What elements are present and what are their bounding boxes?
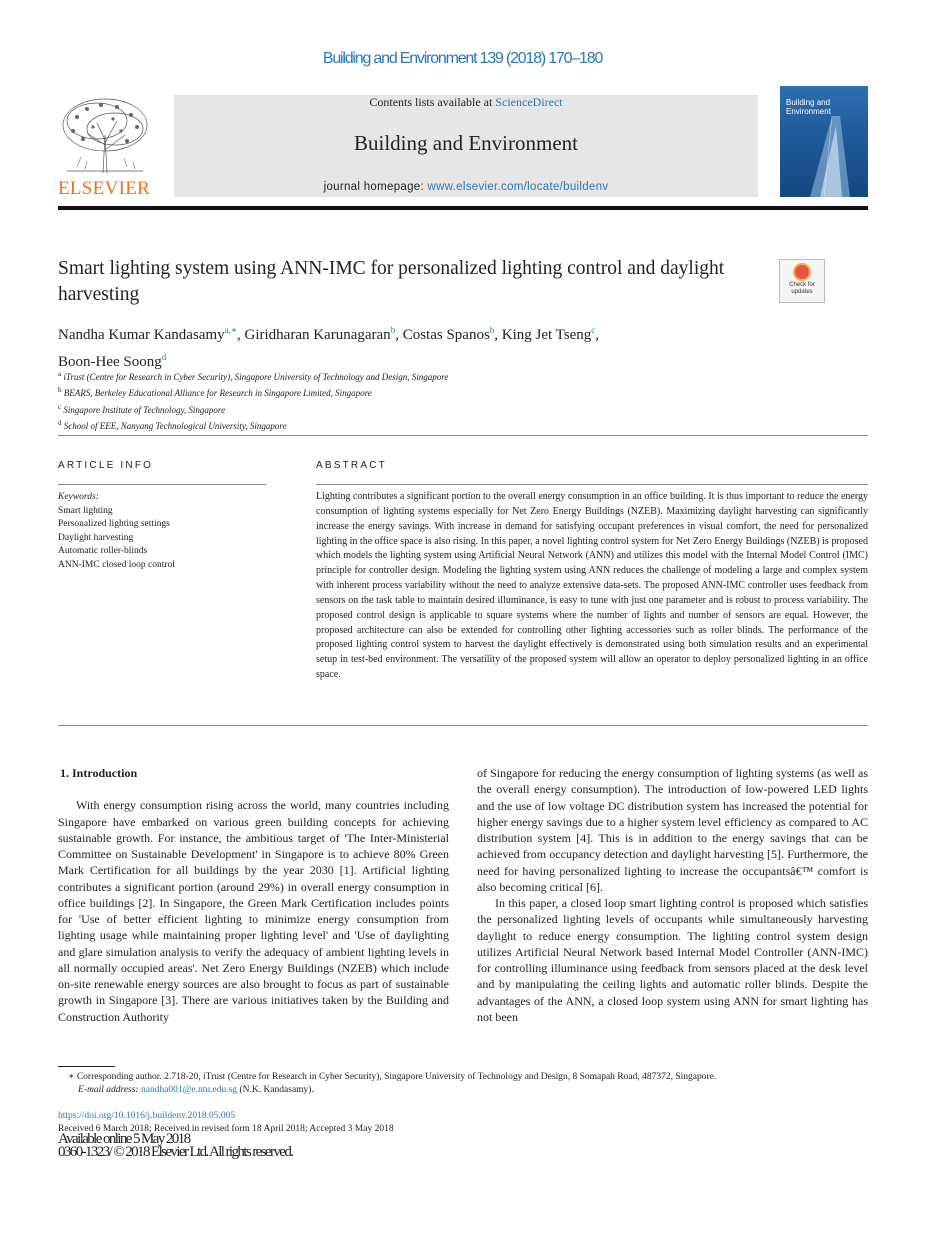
body-paragraph: In this paper, a closed loop smart lighting control is proposed which satisfies the personalized lighting levels of occupants while simultaneously harvesting daylight to reduce energy consumption. The lighting control system design utilizes Artificial Neural Network based Internal Model Controller (ANN-IMC) for controlling illuminance using feedback from sensors placed at the desk level and by manipulating the ceiling lights and automatic roller blinds. Despite the advantages of the ANN, a closed loop system using ANN for smart lighting has not been	[477, 896, 868, 1024]
email-label: E-mail address:	[78, 1085, 141, 1095]
journal-homepage-line	[174, 181, 758, 193]
journal-name: Building and Environment	[354, 131, 578, 155]
author-affiliation-mark[interactable]: d	[161, 352, 167, 362]
keyword-item: Smart lighting	[58, 506, 113, 516]
affiliation-mark: d	[58, 419, 62, 428]
abstract-heading: ABSTRACT	[316, 460, 387, 471]
article-info-divider	[58, 484, 266, 485]
corresponding-author-note: ∗ Corresponding author. 2.718-20, iTrust (Centre for Research in Cyber Security), Singapore University of Technology and Design, 8 Somapah Road, 487372, Singapore.	[68, 1072, 717, 1082]
keyword-item: Personalized lighting settings	[58, 519, 170, 530]
publisher-wordmark: ELSEVIER	[58, 178, 151, 199]
journal-cover-thumbnail[interactable]	[780, 86, 868, 197]
author-name: Boon-Hee Soong	[58, 354, 162, 370]
author-affiliation-mark[interactable]: b	[390, 325, 396, 335]
affiliation-mark: c	[58, 402, 62, 411]
copyright-line: 0360-1323/ © 2018 Elsevier Ltd. All rights reserved.	[58, 1144, 293, 1160]
affiliation-text: School of EEE, Nanyang Technological University, Singapore	[63, 421, 287, 432]
author-name: King Jet Tseng	[501, 327, 592, 343]
affiliation-item	[58, 401, 858, 417]
keyword-item: ANN-IMC closed loop control	[58, 559, 175, 570]
cover-building-graphic	[780, 86, 868, 197]
header-divider	[58, 206, 868, 210]
author-affiliation-mark[interactable]: c	[591, 325, 596, 335]
crossmark-icon	[793, 263, 811, 281]
homepage-link[interactable]: www.elsevier.com/locate/buildenv	[427, 181, 609, 193]
abstract-divider	[316, 484, 868, 485]
affiliation-text: iTrust (Centre for Research in Cyber Security), Singapore University of Technology and Design, Singapore	[63, 372, 449, 382]
affiliation-list	[58, 368, 858, 434]
doi-link[interactable]: https://doi.org/10.1016/j.buildenv.2018.05.005	[58, 1111, 236, 1121]
journal-citation[interactable]: Building and Environment 139 (2018) 170–180	[322, 50, 603, 67]
author-affiliation-mark[interactable]: b	[489, 325, 495, 335]
body-paragraph: With energy consumption rising across the world, many countries including Singapore have embarked on various green building concepts for achieving sustainable growth. For instance, the ambitious target of 'The Inter-Ministerial Committee on Sustainable Development' in Singapore is to achieve 80% Green Mark Certification for all buildings by the year 2030 [1]. Artificial lighting contributes a significant portion (around 29%) in overall energy consumption in office buildings [2]. In Singapore, the Green Mark Certification includes points for 'Use of better efficient lighting to minimize energy consumption from lighting usage while maintaining proper lighting level' and 'Use of daylighting and glare simulation analysis to verify the adequacy of ambient lighting levels in all normally occupied areas'. Net Zero Energy Buildings (NZEB) which include on-site renewable energy sources are also brought to focus as part of sustainable growth in Singapore [3]. There are various initiatives taken by the Building and Construction Authority	[58, 798, 449, 1024]
email-line	[78, 1084, 868, 1097]
author-name: Giridharan Karunagaran	[244, 327, 391, 343]
affiliation-divider	[58, 435, 868, 436]
affiliation-text: BEARS, Berkeley Educational Alliance for Research in Singapore Limited, Singapore	[63, 388, 372, 399]
contents-prefix: Contents lists available at	[369, 95, 496, 109]
abstract-bottom-divider	[58, 725, 868, 726]
keyword-item: Daylight harvesting	[58, 532, 134, 543]
affiliation-mark: a	[58, 370, 62, 378]
affiliation-item	[58, 417, 858, 433]
homepage-prefix: journal homepage:	[323, 181, 428, 193]
author-name: Costas Spanos	[402, 327, 490, 343]
crossmark-label: Check for updates	[789, 282, 815, 295]
keyword-item: Automatic roller-blinds	[58, 546, 148, 557]
received-dates: Received 6 March 2018; Received in revised form 18 April 2018; Accepted 3 May 2018	[58, 1124, 394, 1134]
footnote-divider	[58, 1066, 115, 1067]
affiliation-text: Singapore Institute of Technology, Singapore	[63, 404, 226, 415]
check-for-updates-badge[interactable]	[779, 259, 825, 303]
affiliation-item	[58, 384, 858, 400]
author-affiliation-mark[interactable]: a,∗	[224, 325, 237, 335]
available-online: Available online 5 May 2018	[58, 1131, 190, 1147]
sciencedirect-link[interactable]: ScienceDirect	[495, 95, 563, 109]
keywords-label: Keywords:	[58, 492, 99, 502]
body-paragraph: of Singapore for reducing the energy consumption of lighting systems (as well as the overall energy consumption). The introduction of low-powered LED lights and the use of low voltage DC distribution system has increased the potential for higher energy savings due to a higher system level efficiency as compared to AC distribution system [4]. This is in addition to the energy savings that can be achieved from occupancy detection and daylight harvesting [5]. Furthermore, the need for having personalized lighting to increase the occupantsâ€™ comfort is also becoming critical [6].	[477, 766, 868, 894]
abstract-text: Lighting contributes a significant portion to the overall energy consumption in an office building. It is thus important to reduce the energy consumption of lighting systems especially for Net Zero Energy Buildings (NZEB). Maximizing daylight harvesting can significantly increase the energy savings. With increase in demand for satisfying occupant preferences in visual comfort, the need for personalized lighting in the office space is also rising. In this paper, a novel lighting control system for Net Zero Energy Buildings (NZEB) is proposed which models the lighting system using Artificial Neural Network (ANN) and utilizes this model with the Internal Model Control (IMC) principle for controller design. Modeling the lighting system using ANN reduces the challenge of modeling a large and complex system with inherent process variability without the need to analyze extensive data-sets. The proposed ANN-IMC controller uses feedback from sensors on the task table to maintain desired illuminance, is easy to tune with just one parameter and is robust to process variability. The proposed control design is applicable to square systems where the number of lights and number of sensors are equal. However, the proposed architecture can also be extended for controlling other lighting accessories such as roller blinds. The performance of the proposed lighting control system to harvest the daylight effectively is demonstrated using both simulation results and an experimental setup in test-bed environment. The versatility of the proposed system will allow an operator to deploy personalized lighting in an office space.	[316, 491, 868, 681]
body-left-column	[58, 765, 449, 1025]
cover-title: Building and Environment	[786, 98, 831, 116]
keywords-list	[58, 505, 175, 572]
author-name: Nandha Kumar Kandasamy	[58, 327, 225, 343]
affiliation-item	[58, 368, 858, 384]
email-link[interactable]: nandha001@e.ntu.edu.sg	[140, 1085, 238, 1095]
body-right-column	[477, 765, 868, 1025]
article-info-heading: ARTICLE INFO	[58, 460, 154, 471]
email-suffix: (N.K. Kandasamy).	[237, 1085, 314, 1095]
affiliation-mark: b	[58, 386, 62, 395]
contents-line	[174, 95, 758, 110]
paper-title: Smart lighting system using ANN-IMC for personalized lighting control and daylight harvesting	[58, 258, 725, 305]
author-list: Nandha Kumar Kandasamy$^{a,∗}$, Giridharan Karunagaran$^b$, Costas Spanos$^b$, King Jet Tseng$^c$, Boon-Hee Soong$^d$	[58, 325, 600, 370]
doi-line	[58, 1110, 235, 1123]
section-heading: 1. Introduction	[60, 766, 138, 780]
